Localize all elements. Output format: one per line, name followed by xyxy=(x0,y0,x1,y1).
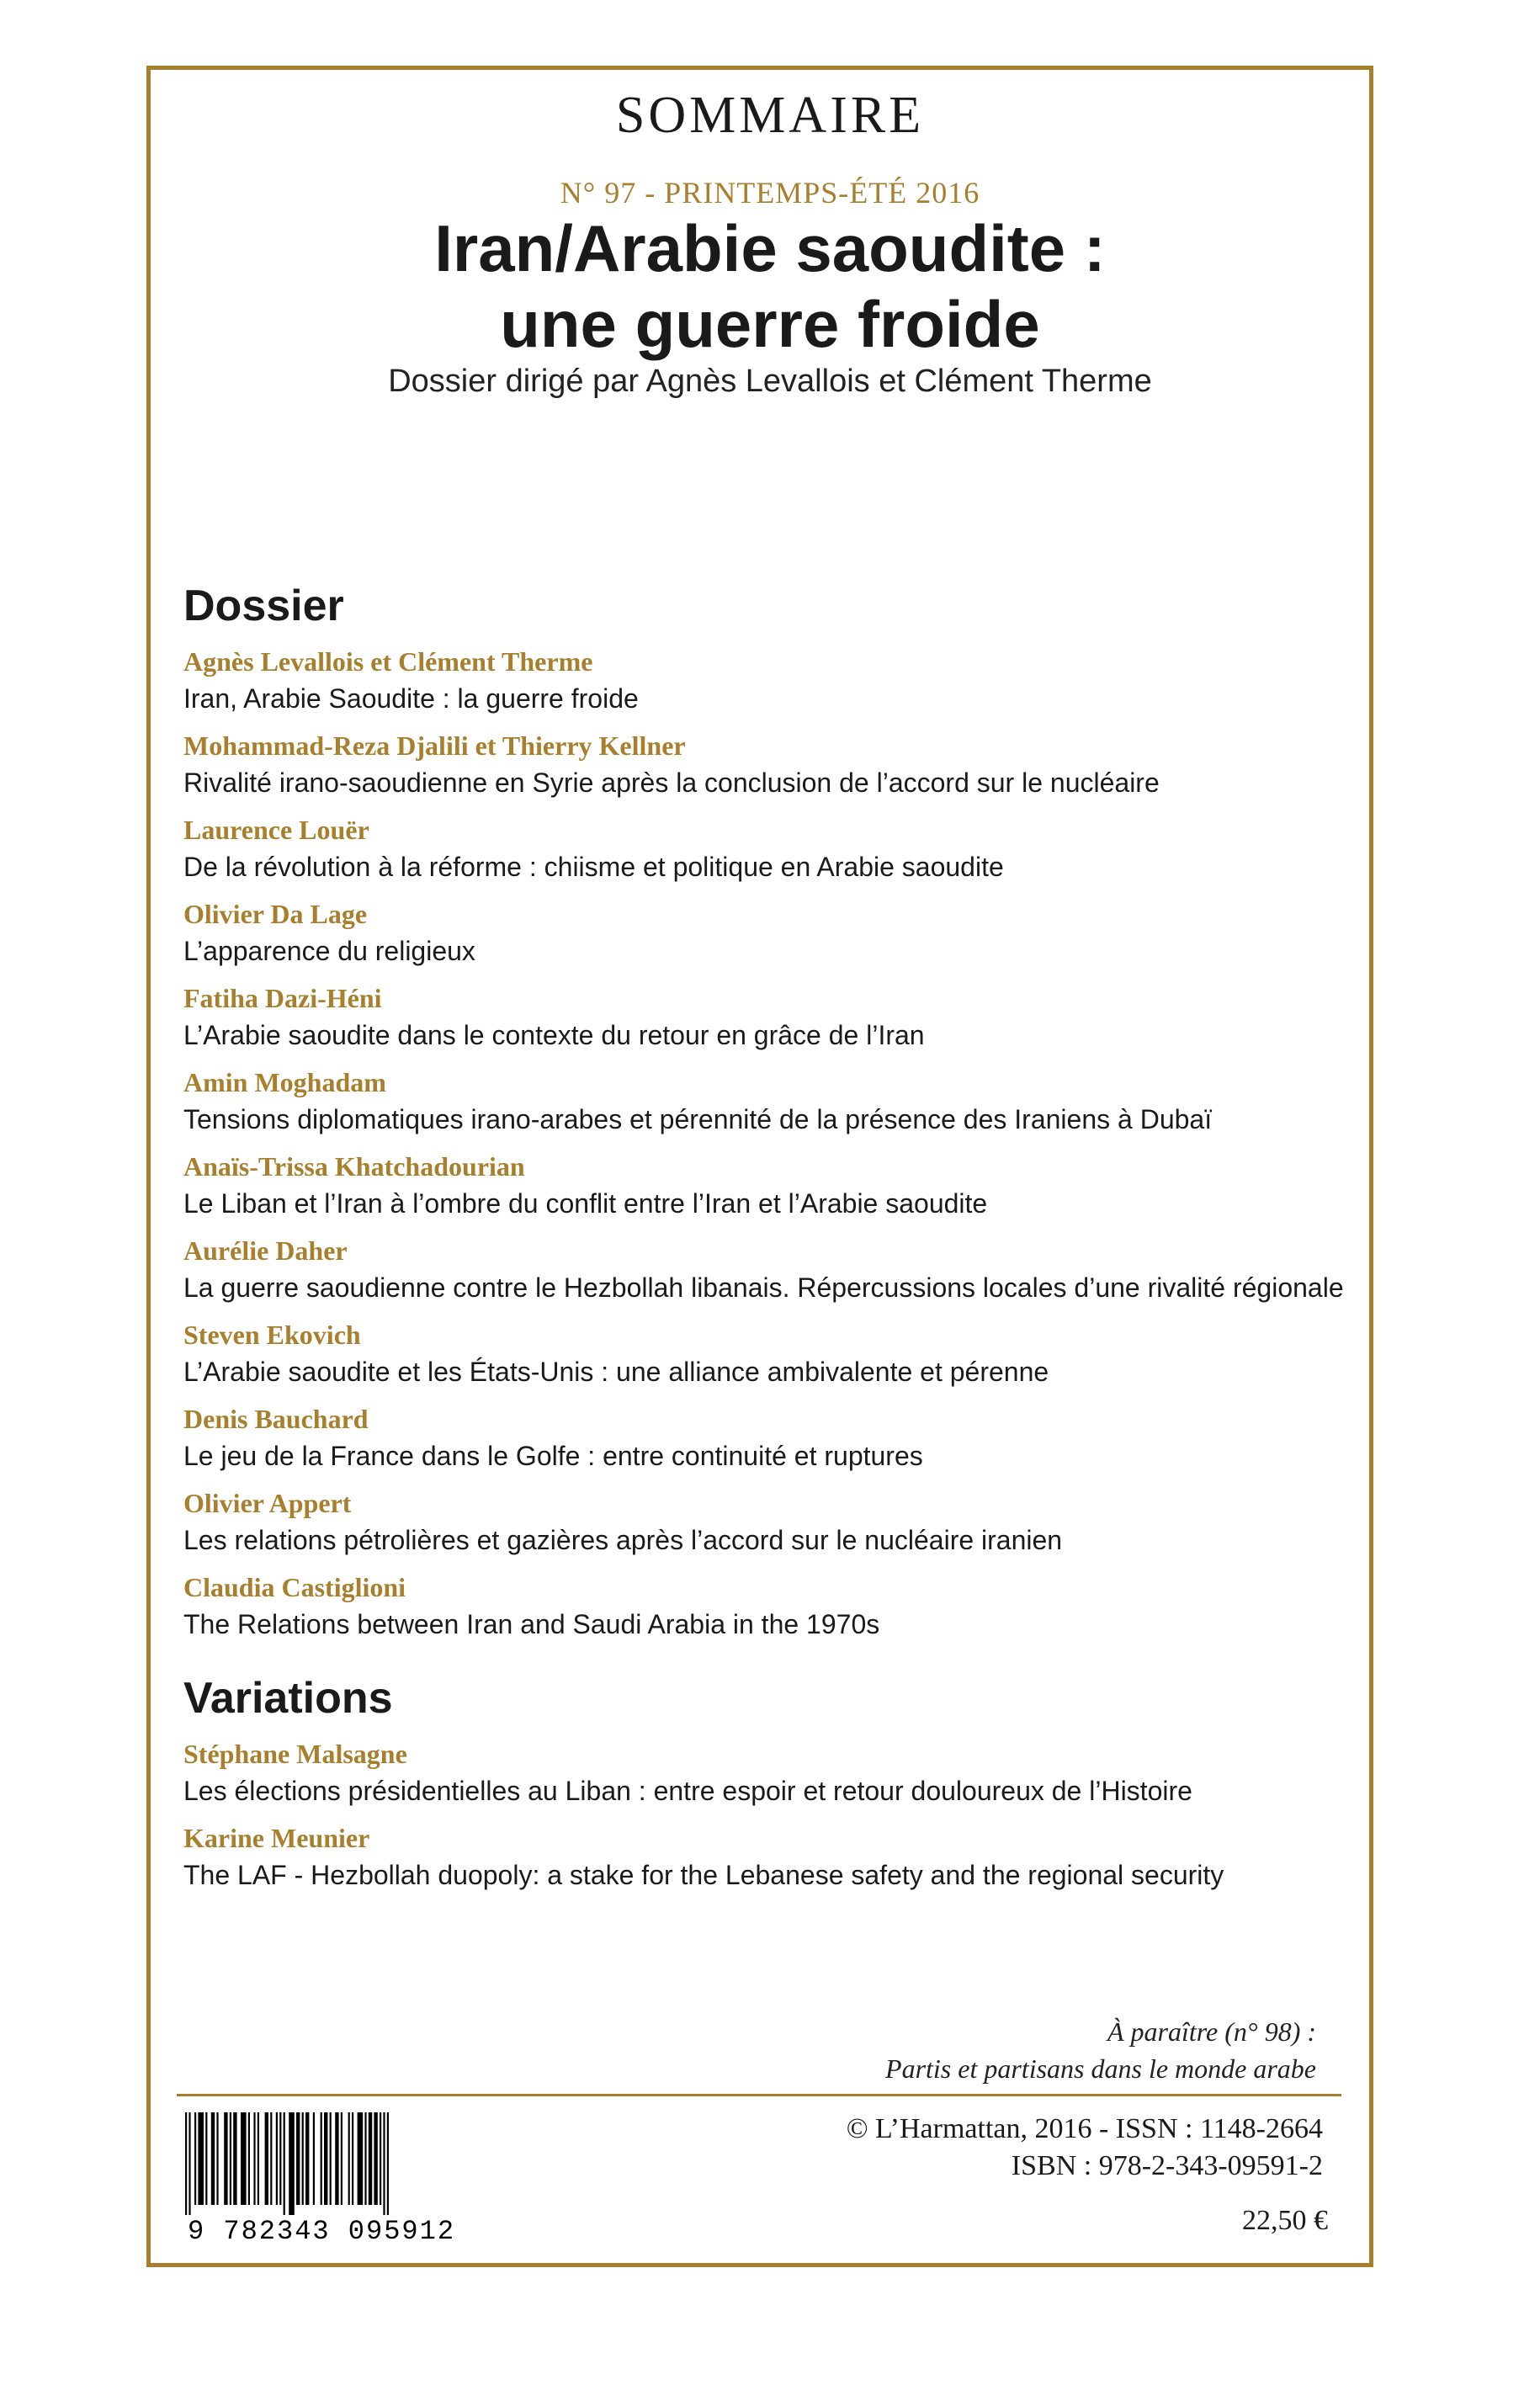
barcode-bar xyxy=(289,2112,295,2215)
entry-title: The LAF - Hezbollah duopoly: a stake for the Lebanese safety and the regional security xyxy=(183,1860,1224,1890)
toc-entry[interactable] xyxy=(183,1064,1345,1138)
barcode-bar xyxy=(248,2112,250,2205)
entry-author: Olivier Da Lage xyxy=(183,899,368,929)
toc-entry[interactable] xyxy=(183,980,1345,1054)
entry-author: Fatiha Dazi-Héni xyxy=(183,983,382,1013)
issue-title-line2: une guerre froide xyxy=(500,287,1040,361)
barcode-bar xyxy=(253,2112,255,2205)
entry-author: Agnès Levallois et Clément Therme xyxy=(183,646,593,677)
barcode-bar xyxy=(321,2112,322,2205)
toc-entry[interactable] xyxy=(183,1316,1345,1390)
price: 22,50 € xyxy=(1242,2205,1328,2236)
entry-title: L’Arabie saoudite dans le contexte du retour en grâce de l’Iran xyxy=(183,1020,925,1050)
entry-author: Denis Bauchard xyxy=(183,1404,369,1434)
upcoming-title: Partis et partisans dans le monde arabe xyxy=(885,2053,1316,2084)
barcode-bar xyxy=(270,2112,272,2205)
entry-title: Les relations pétrolières et gazières après l’accord sur le nucléaire iranien xyxy=(183,1525,1063,1555)
barcode-bar xyxy=(216,2112,218,2205)
barcode-bars xyxy=(185,2112,389,2215)
toc-entry[interactable] xyxy=(183,1400,1345,1474)
barcode-bar xyxy=(233,2112,236,2205)
toc-entry[interactable] xyxy=(183,643,1345,717)
entry-title: Tensions diplomatiques irano-arabes et pérennité de la présence des Iraniens à Dubaï xyxy=(183,1104,1213,1134)
issue-title-line1: Iran/Arabie saoudite : xyxy=(434,211,1106,285)
variations-entries xyxy=(183,1735,1345,1894)
upcoming-issue xyxy=(885,2013,1316,2087)
footer-divider xyxy=(177,2094,1341,2096)
barcode-bar xyxy=(313,2112,315,2205)
barcode-bar xyxy=(380,2112,381,2205)
barcode-bar xyxy=(198,2112,204,2205)
entry-title: L’Arabie saoudite et les États-Unis : une alliance ambivalente et pérenne xyxy=(183,1357,1049,1387)
toc-entry[interactable] xyxy=(183,1148,1345,1222)
toc-entry[interactable] xyxy=(183,1232,1345,1306)
barcode-bar xyxy=(369,2112,372,2205)
entry-author: Stéphane Malsagne xyxy=(183,1739,407,1769)
barcode-bar xyxy=(211,2112,215,2205)
entry-title: Le jeu de la France dans le Golfe : entre continuité et ruptures xyxy=(183,1441,923,1471)
sommaire-heading: SOMMAIRE xyxy=(615,87,925,144)
entry-title: The Relations between Iran and Saudi Arabia in the 1970s xyxy=(183,1609,880,1639)
entry-author: Mohammad-Reza Djalili et Thierry Kellner xyxy=(183,730,686,761)
barcode xyxy=(173,2109,470,2244)
toc-entry[interactable] xyxy=(183,811,1345,885)
barcode-bar xyxy=(305,2112,309,2205)
toc-entry[interactable] xyxy=(183,1819,1345,1894)
entry-title: L’apparence du religieux xyxy=(183,936,475,966)
entry-title: Iran, Arabie Saoudite : la guerre froide xyxy=(183,683,639,714)
barcode-bar xyxy=(284,2112,285,2215)
barcode-bar xyxy=(194,2112,196,2205)
barcode-bar xyxy=(302,2112,304,2205)
entry-title: Les élections présidentielles au Liban : entre espoir et retour douloureux de l’Histoire xyxy=(183,1776,1192,1806)
entry-title: De la révolution à la réforme : chiisme et politique en Arabie saoudite xyxy=(183,852,1004,882)
entry-author: Karine Meunier xyxy=(183,1823,370,1853)
barcode-bar xyxy=(341,2112,343,2205)
barcode-bar xyxy=(224,2112,227,2205)
barcode-bar xyxy=(205,2112,207,2205)
toc-entry[interactable] xyxy=(183,727,1345,801)
variations-title: Variations xyxy=(183,1674,393,1723)
barcode-bar xyxy=(335,2112,338,2205)
barcode-bar xyxy=(387,2112,389,2215)
dossier-entries xyxy=(183,643,1345,1643)
entry-author: Aurélie Daher xyxy=(183,1235,348,1266)
issue-number: N° 97 - PRINTEMPS-ÉTÉ 2016 xyxy=(560,176,980,210)
barcode-bar xyxy=(265,2112,268,2205)
dossier-editors: Dossier dirigé par Agnès Levallois et Clément Therme xyxy=(388,364,1152,399)
barcode-bar xyxy=(364,2112,366,2205)
barcode-bar xyxy=(241,2112,247,2205)
barcode-number: 9 782343 095912 xyxy=(187,2216,456,2244)
isbn-line: ISBN : 978-2-343-09591-2 xyxy=(1011,2150,1323,2181)
dossier-section xyxy=(183,579,1345,1643)
variations-section xyxy=(183,1671,1345,1894)
barcode-bar xyxy=(324,2112,327,2205)
issue-title xyxy=(0,210,1540,362)
barcode-bar xyxy=(330,2112,332,2205)
barcode-bar xyxy=(383,2112,385,2215)
entry-author: Steven Ekovich xyxy=(183,1320,361,1350)
entry-title: Le Liban et l’Iran à l’ombre du conflit entre l’Iran et l’Arabie saoudite xyxy=(183,1188,988,1219)
barcode-bar xyxy=(279,2112,281,2205)
entry-author: Anaïs-Trissa Khatchadourian xyxy=(183,1151,525,1182)
barcode-bar xyxy=(185,2112,187,2215)
barcode-bar xyxy=(352,2112,353,2205)
barcode-bar xyxy=(374,2112,377,2205)
entry-author: Olivier Appert xyxy=(183,1488,352,1518)
barcode-bar xyxy=(358,2112,364,2205)
entry-author: Amin Moghadam xyxy=(183,1067,386,1097)
entry-author: Laurence Louër xyxy=(183,815,369,845)
publication-info xyxy=(847,2111,1323,2185)
entry-title: La guerre saoudienne contre le Hezbollah libanais. Répercussions locales d’une rivalité régionale xyxy=(183,1272,1344,1303)
barcode-bar xyxy=(348,2112,350,2205)
toc-entry[interactable] xyxy=(183,895,1345,969)
barcode-bar xyxy=(189,2112,190,2215)
entry-author: Claudia Castiglioni xyxy=(183,1572,406,1602)
toc-entry[interactable] xyxy=(183,1569,1345,1643)
upcoming-label: À paraître (n° 98) : xyxy=(1107,2016,1316,2047)
entry-title: Rivalité irano-saoudienne en Syrie après la conclusion de l’accord sur le nucléaire xyxy=(183,768,1160,798)
barcode-bar xyxy=(276,2112,278,2205)
barcode-bar xyxy=(230,2112,231,2205)
barcode-bar xyxy=(258,2112,259,2205)
copyright-line: © L’Harmattan, 2016 - ISSN : 1148-2664 xyxy=(846,2113,1323,2144)
toc-entry[interactable] xyxy=(183,1485,1345,1559)
toc-entry[interactable] xyxy=(183,1735,1345,1809)
dossier-title: Dossier xyxy=(183,582,344,630)
barcode-bar xyxy=(296,2112,300,2205)
